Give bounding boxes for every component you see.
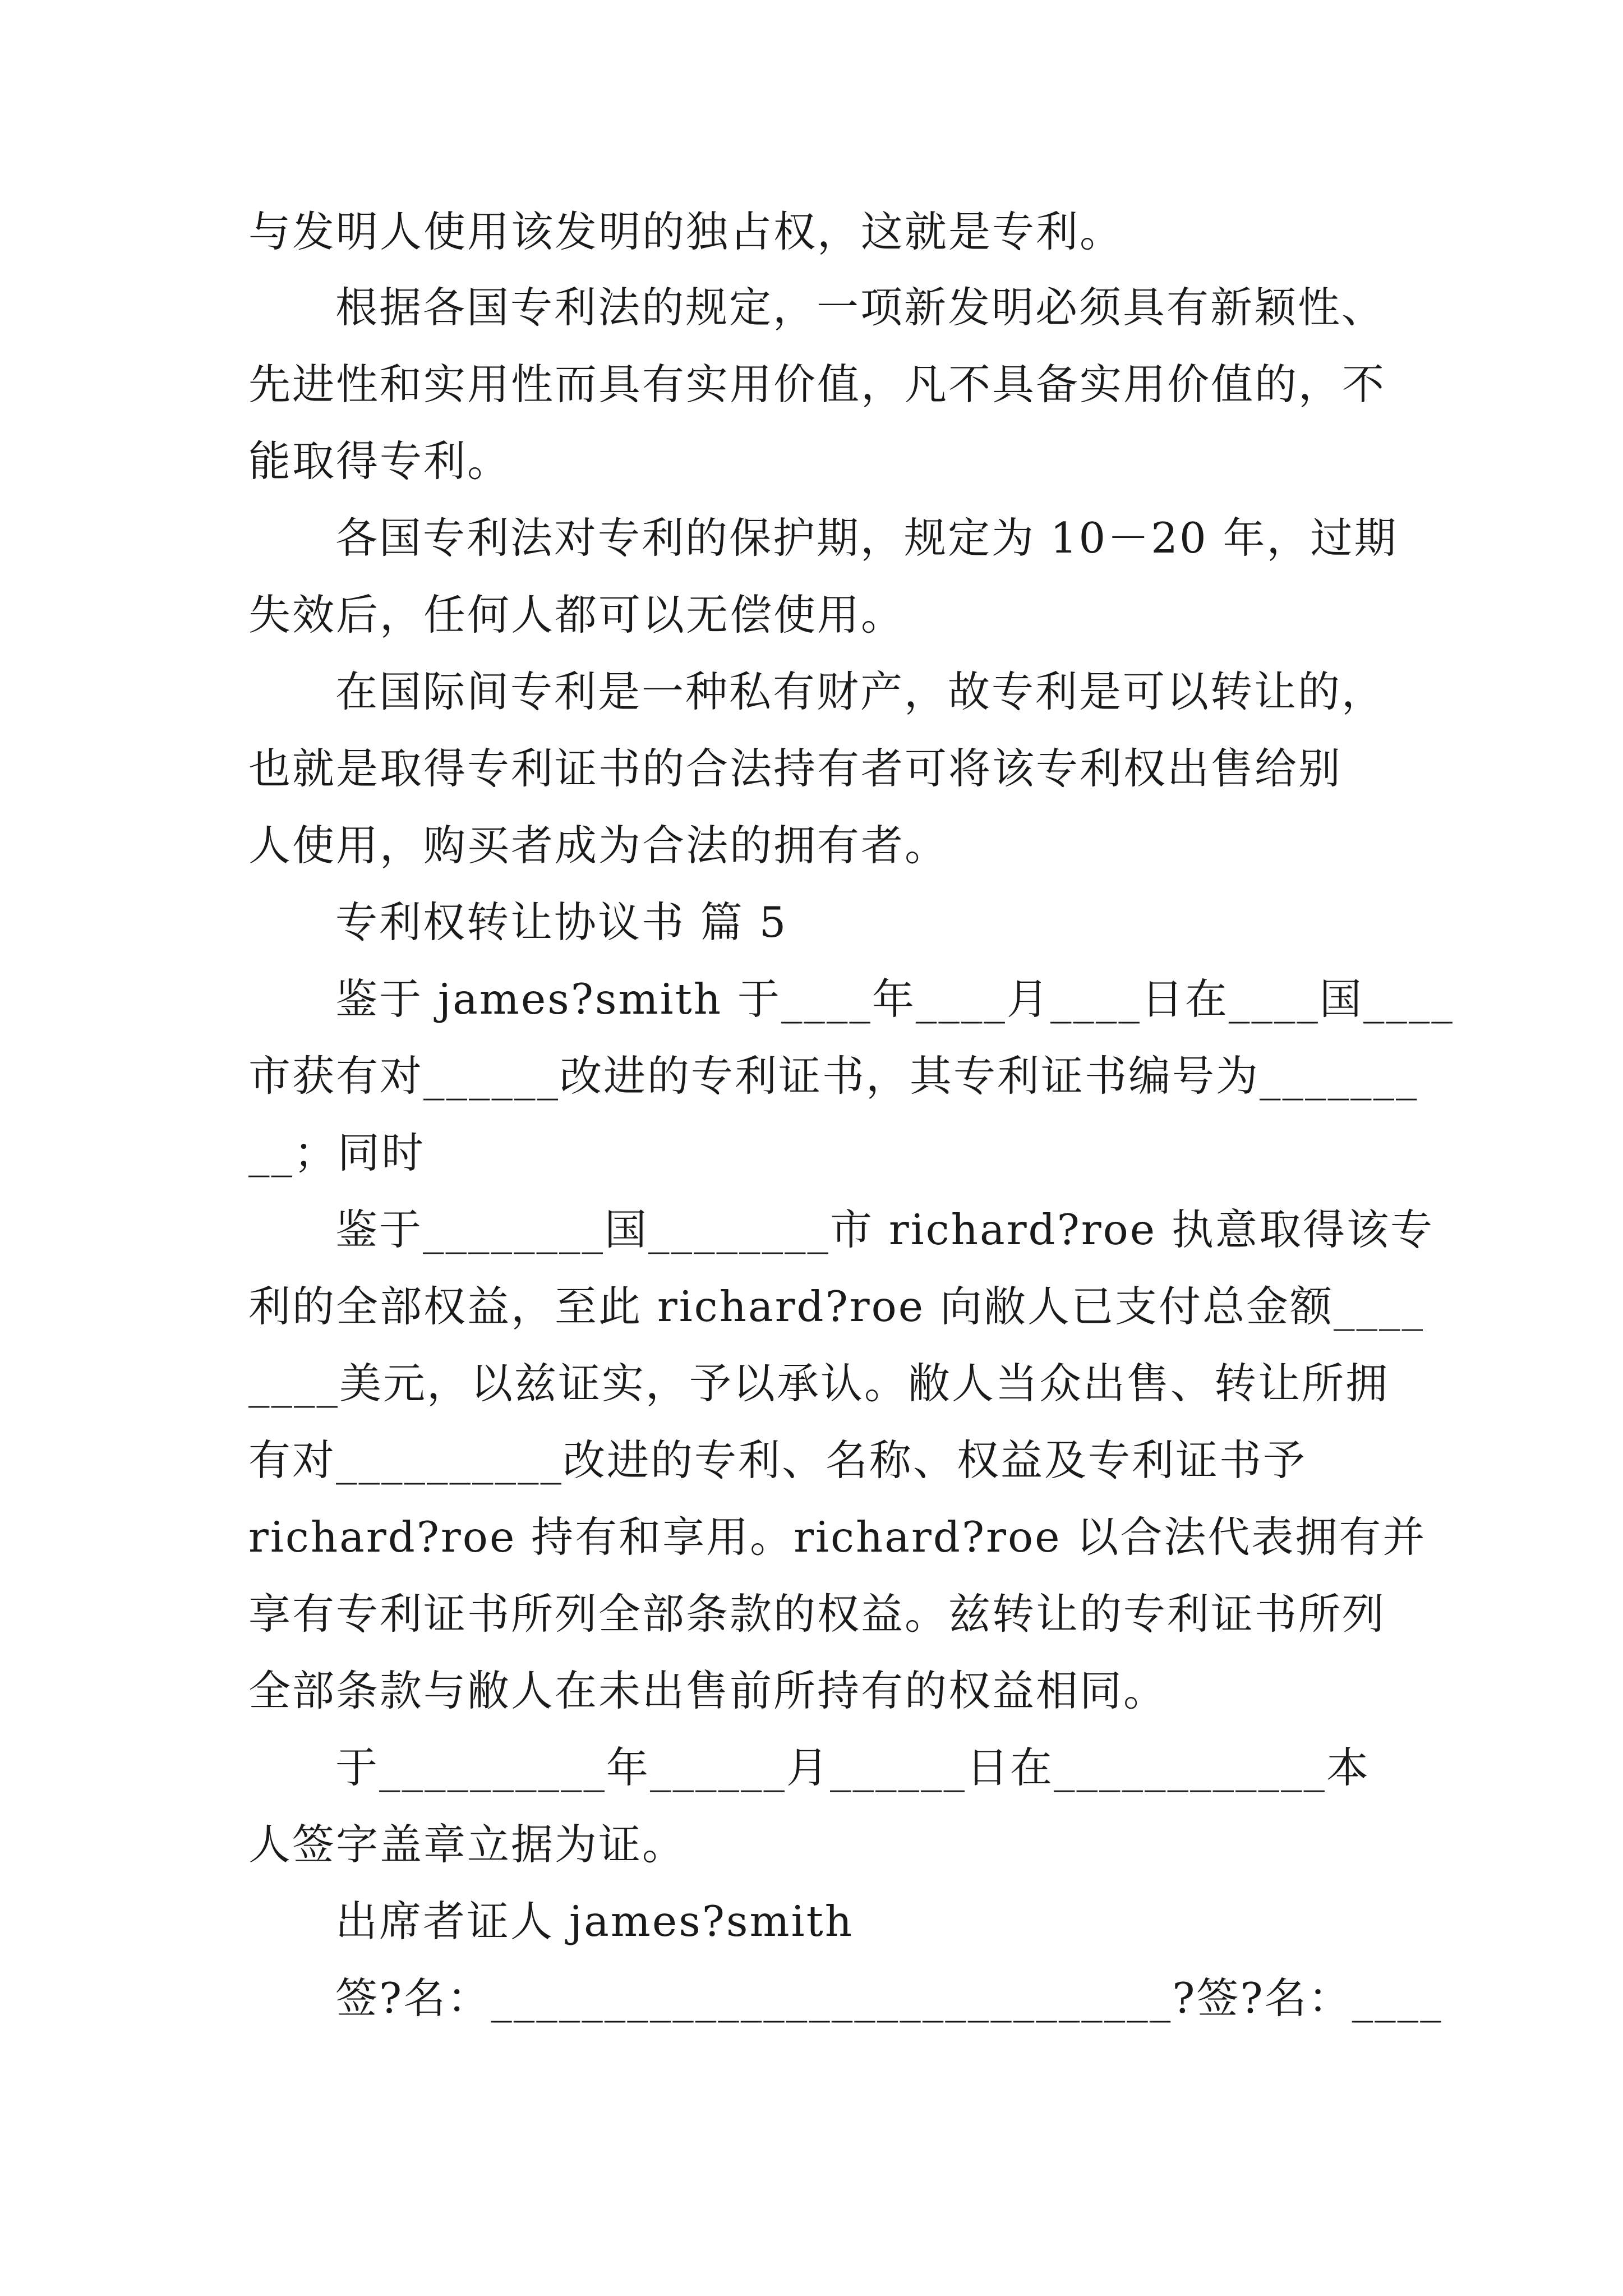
signature-line: 签?名：______________________________?签?名：____ — [335, 1973, 1443, 2023]
text-line: __；同时 — [248, 1128, 426, 1177]
text-line: 市获有对______改进的专利证书，其专利证书编号为_______ — [248, 1051, 1419, 1101]
text-line: 鉴于 james?smith 于____年____月____日在____国____ — [335, 974, 1454, 1024]
text-line: 利的全部权益，至此 richard?roe 向敝人已支付总金额____ — [248, 1282, 1425, 1331]
text-line: 能取得专利。 — [248, 436, 511, 486]
text-line: 人使用，购买者成为合法的拥有者。 — [248, 821, 949, 870]
section-heading: 专利权转让协议书 篇 5 — [335, 898, 788, 947]
text-line: 各国专利法对专利的保护期，规定为 10－20 年，过期 — [335, 513, 1398, 563]
text-line: 全部条款与敝人在未出售前所持有的权益相同。 — [248, 1666, 1168, 1715]
text-line: 根据各国专利法的规定，一项新发明必须具有新颖性、 — [335, 283, 1386, 332]
text-line: 在国际间专利是一种私有财产，故专利是可以转让的， — [335, 667, 1386, 716]
text-line: 有对__________改进的专利、名称、权益及专利证书予 — [248, 1435, 1307, 1485]
witness-line: 出席者证人 james?smith — [335, 1897, 854, 1946]
text-line: 鉴于________国________市 richard?roe 执意取得该专 — [335, 1205, 1435, 1254]
text-line: 与发明人使用该发明的独占权，这就是专利。 — [248, 207, 1124, 256]
text-line: 先进性和实用性而具有实用价值，凡不具备实用价值的，不 — [248, 360, 1386, 409]
text-line: 享有专利证书所列全部条款的权益。兹转让的专利证书所列 — [248, 1589, 1386, 1639]
text-line: richard?roe 持有和享用。richard?roe 以合法代表拥有并 — [248, 1512, 1427, 1562]
text-line: 人签字盖章立据为证。 — [248, 1820, 686, 1869]
text-line: 也就是取得专利证书的合法持有者可将该专利权出售给别 — [248, 744, 1343, 793]
text-line: ____美元，以兹证实，予以承认。敝人当众出售、转让所拥 — [248, 1359, 1390, 1408]
text-line: 于__________年______月______日在____________本 — [335, 1743, 1371, 1792]
text-line: 失效后，任何人都可以无偿使用。 — [248, 590, 905, 639]
